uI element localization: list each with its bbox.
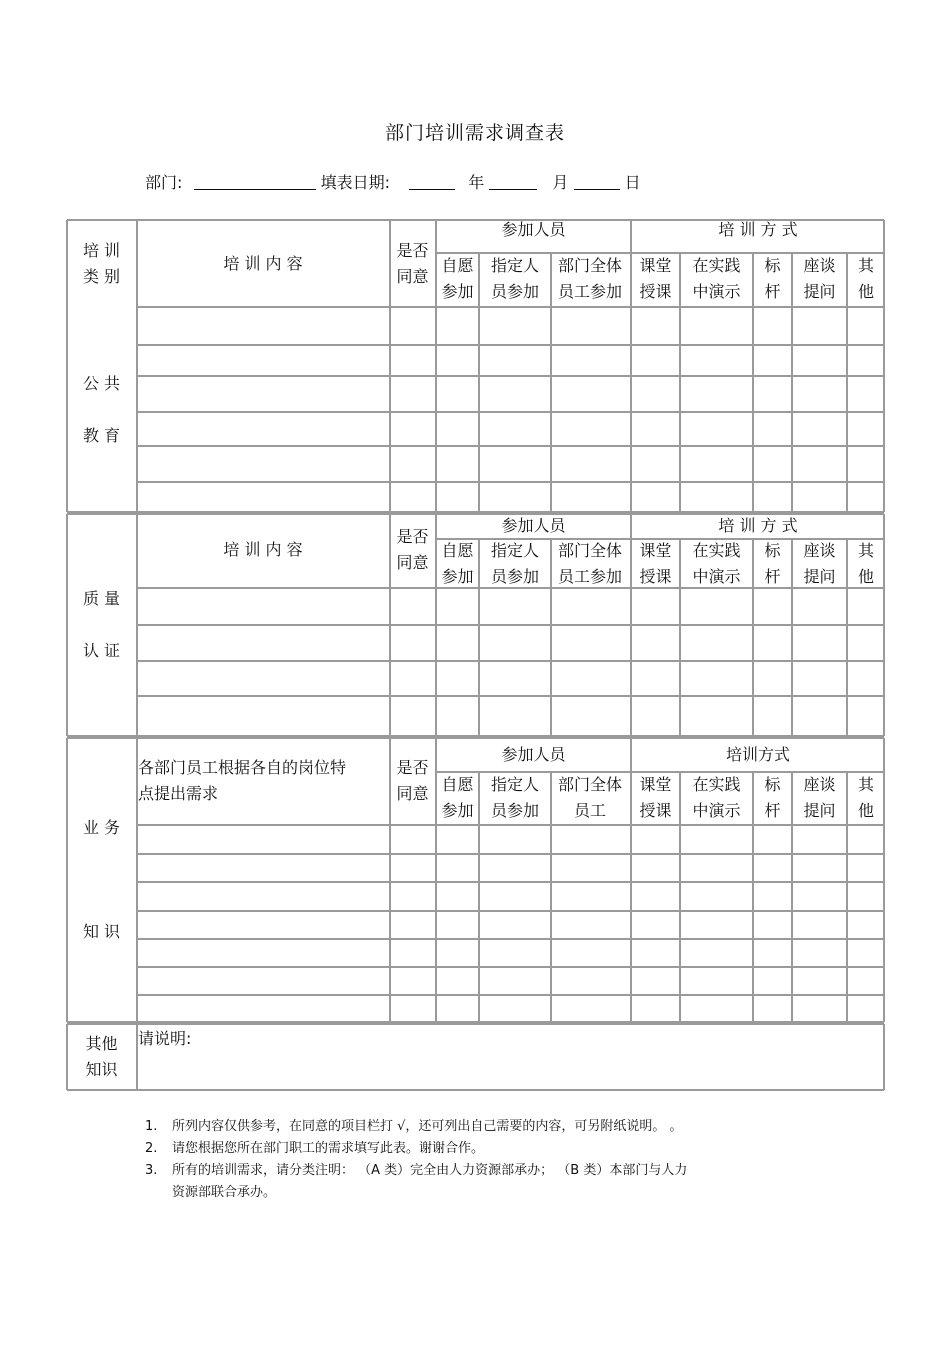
methods-header: 培 训 方 式 [718,220,798,239]
dept-label: 部门: [145,173,183,192]
participant-all-staff: 部门全体 员工 [557,775,622,820]
participant-volunteer: 自愿 参加 [441,541,474,586]
footnotes [145,1116,687,1204]
note-3-continuation: 资源部联合承办。 [172,1185,277,1200]
method-practice: 在实践 中演示 [692,775,741,820]
method-classroom: 课堂 授课 [639,541,672,586]
participant-volunteer: 自愿 参加 [441,775,474,820]
note-3-text: 所有的培训需求，请分类注明： （A 类）完全由人力资源部承办； （B 类）本部门与人力 [172,1163,688,1178]
section-quality-certification: 质 量 认 证 [82,589,121,660]
month-label: 月 [552,173,569,192]
agree-header: 是否 同意 [396,241,429,286]
participants-header: 参加人员 [501,220,566,239]
method-discussion: 座谈 提问 [803,541,836,586]
participant-all-staff: 部门全体 员工参加 [557,256,622,301]
method-practice: 在实践 中演示 [692,541,741,586]
note-2-text: 请您根据您所在部门职工的需求填写此表。谢谢合作。 [172,1141,485,1156]
business-content-note: 各部门员工根据各自的岗位特 点提出需求 [138,758,347,803]
section-other-knowledge: 其他 知识 [85,1034,118,1079]
method-classroom: 课堂 授课 [639,256,672,301]
note-3: 3. 所有的培训需求，请分类注明： （A 类）完全由人力资源部承办； （B 类）本部门与人力 [145,1163,688,1178]
method-discussion: 座谈 提问 [803,775,836,820]
method-classroom: 课堂 授课 [639,775,672,820]
content-header: 培 训 内 容 [223,254,303,273]
method-practice: 在实践 中演示 [692,256,741,301]
method-benchmark: 标 杆 [764,256,781,301]
day-label: 日 [624,173,641,192]
other-knowledge-input[interactable]: 请说明: [138,1029,192,1048]
section-business-knowledge: 业 务 知 识 [82,818,121,941]
note-1: 1. 所列内容仅供参考，在同意的项目栏打 √，还可列出自己需要的内容，可另附纸说明。 。 [145,1119,683,1134]
page-title: 部门培训需求调查表 [384,122,565,144]
agree-header: 是否 同意 [396,527,429,572]
content-header: 培 训 内 容 [223,540,303,559]
section-public-education: 公 共 教 育 [82,374,121,445]
methods-header: 培训方式 [725,745,790,764]
note-1-text: 所列内容仅供参考，在同意的项目栏打 √，还可列出自己需要的内容，可另附纸说明。 。 [172,1119,683,1134]
method-other: 其 他 [857,256,874,301]
method-benchmark: 标 杆 [764,541,781,586]
participants-header: 参加人员 [501,745,566,764]
method-other: 其 他 [857,541,874,586]
participants-header: 参加人员 [501,516,566,535]
participant-assigned: 指定人 员参加 [490,256,539,301]
participant-assigned: 指定人 员参加 [490,775,539,820]
method-benchmark: 标 杆 [764,775,781,820]
method-discussion: 座谈 提问 [803,256,836,301]
method-other: 其 他 [857,775,874,820]
year-label: 年 [468,173,485,192]
note-2: 2. 请您根据您所在部门职工的需求填写此表。谢谢合作。 [145,1141,485,1156]
category-header: 培 训 类 别 [82,241,121,286]
date-label: 填表日期: [320,173,390,192]
agree-header: 是否 同意 [396,758,429,803]
participant-volunteer: 自愿 参加 [441,256,474,301]
participant-all-staff: 部门全体 员工参加 [557,541,622,586]
participant-assigned: 指定人 员参加 [490,541,539,586]
methods-header: 培 训 方 式 [718,516,798,535]
